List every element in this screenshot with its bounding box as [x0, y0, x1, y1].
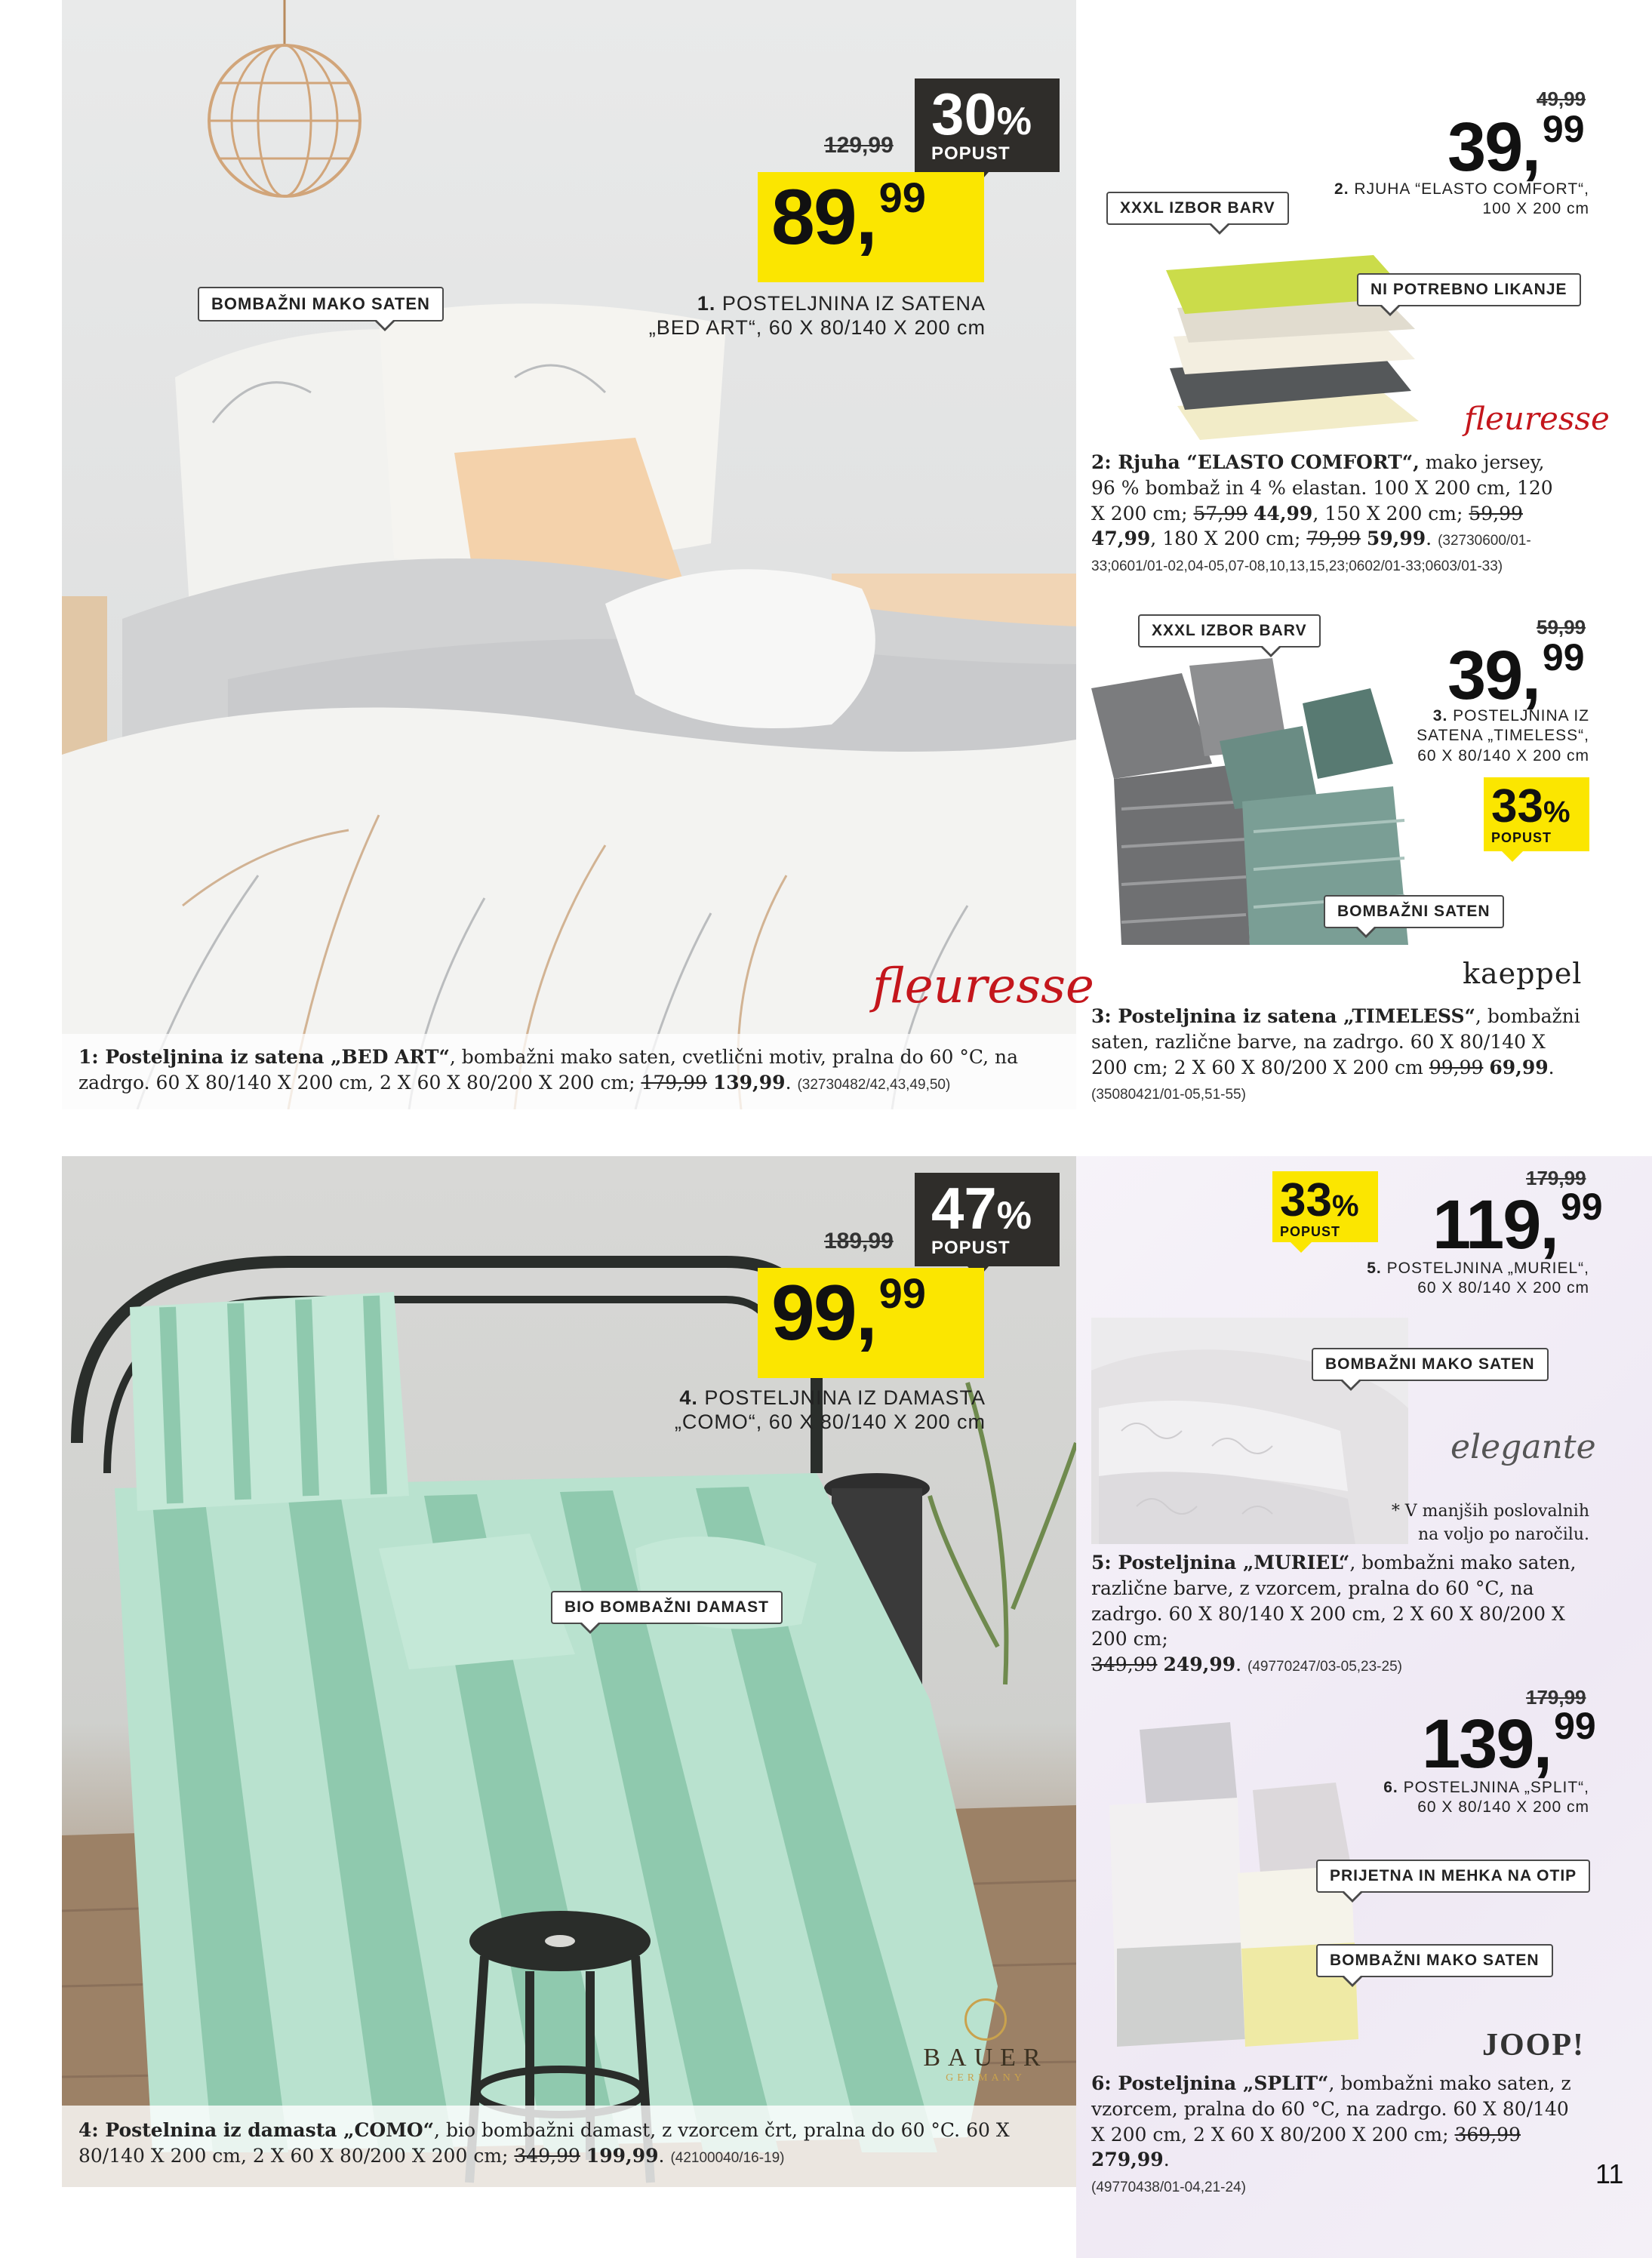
- timeless-price: 39,99: [1447, 636, 1585, 714]
- como-tag: [551, 1591, 783, 1624]
- muriel-price-dec: 99: [1560, 1186, 1603, 1228]
- bedart-desc-code: (32730482/42,43,49,50): [797, 1076, 951, 1093]
- muriel-title-line1: POSTELJNINA „MURIEL“,: [1386, 1260, 1589, 1277]
- muriel-tag: [1312, 1348, 1549, 1381]
- timeless-desc-code: (35080421/01-05,51-55): [1091, 1087, 1246, 1103]
- elasto-title: [1238, 180, 1589, 220]
- elasto-num: 2.: [1334, 180, 1349, 198]
- como-num: 4.: [679, 1386, 698, 1409]
- split-tag-soft: [1316, 1860, 1590, 1893]
- como-brand-line2: GERMANY: [946, 2072, 1026, 2084]
- como-title-line1: POSTELJNINA IZ DAMASTA: [704, 1386, 986, 1409]
- como-brand-logo: [910, 1998, 1061, 2084]
- bedart-desc-text: , bombažni mako saten, cvetlični motiv, pralna do 60 °C, na zadrgo. 60 X 80/140 X 200 cm, 2 X 60 X 80/200 X 200 cm;: [78, 1046, 1018, 1094]
- split-price-dec: 99: [1554, 1705, 1596, 1747]
- split-desc-new: 279,99: [1091, 2149, 1164, 2171]
- elasto-desc-old-b: 59,99: [1469, 502, 1523, 525]
- muriel-desc-text: , bombažni mako saten, različne barve, z vzorcem, pralna do 60 °C, na zadrgo. 60 X 80/140 X 200 cm, 2 X 60 X 80/200 X 200 cm;: [1091, 1552, 1577, 1650]
- split-desc-name: 6: Posteljnina „SPLIT“: [1091, 2072, 1329, 2094]
- elasto-desc-code: (32730600/01-33;0601/01-02,04-05,07-08,10,13,15,23;0602/01-33;0603/01-33): [1091, 533, 1531, 574]
- muriel-brand-logo: elegante: [1450, 1428, 1596, 1466]
- elasto-desc-b: , 150 X 200 cm;: [1312, 502, 1469, 525]
- bedart-desc-new: 139,99: [712, 1071, 786, 1094]
- como-discount-badge: 47% POPUST: [915, 1173, 1060, 1266]
- bedart-old-price: 129,99: [824, 133, 894, 158]
- como-price: 99,99: [758, 1268, 984, 1378]
- elasto-desc-new-a: 44,99: [1254, 502, 1313, 525]
- como-desc-code: (42100040/16-19): [670, 2149, 785, 2166]
- timeless-desc-old: 99,99: [1429, 1056, 1484, 1078]
- elasto-desc-old-c: 79,99: [1306, 528, 1361, 550]
- como-tag-label: BIO BOMBAŽNI DAMAST: [565, 1598, 769, 1616]
- split-price: 139,99: [1422, 1705, 1596, 1783]
- elasto-desc-name: 2: Rjuha “ELASTO COMFORT“,: [1091, 451, 1420, 473]
- split-tag-satin: [1316, 1944, 1553, 1977]
- elasto-desc-c: , 180 X 200 cm;: [1150, 528, 1307, 550]
- elasto-title-line2: 100 X 200 cm: [1482, 200, 1589, 218]
- timeless-title-line3: 60 X 80/140 X 200 cm: [1417, 746, 1589, 764]
- como-desc-text: , bio bombažni damast, z vzorcem črt, pralna do 60 °C. 60 X 80/140 X 200 cm, 2 X 60 X 80/200 X 200 cm;: [78, 2119, 1010, 2167]
- muriel-note-line2: na voljo po naročilu.: [1418, 1524, 1589, 1544]
- bedart-title-line2: „BED ART“, 60 X 80/140 X 200 cm: [648, 316, 986, 340]
- como-discount-value: 47: [931, 1175, 997, 1241]
- timeless-tag-colors: [1138, 614, 1321, 648]
- timeless-discount-label: POPUST: [1491, 830, 1552, 845]
- split-tag-satin-label: BOMBAŽNI MAKO SATEN: [1330, 1952, 1540, 1969]
- bedart-discount-badge: 30% POPUST: [915, 78, 1060, 172]
- timeless-discount-value: 33: [1491, 780, 1543, 832]
- timeless-tag-colors-label: XXXL IZBOR BARV: [1152, 622, 1307, 639]
- split-description: 6: Posteljnina „SPLIT“, bombažni mako saten, z vzorcem, pralna do 60 °C, na zadrgo. 60 X 80/140 X 200 cm, 2 X 60 X 80/200 X 200 cm; 369,99 279,99. (49770438/01-04,21-24): [1091, 2072, 1571, 2195]
- muriel-description: 5: Posteljnina „MURIEL“, bombažni mako saten, različne barve, z vzorcem, pralna do 60 °C, na zadrgo. 60 X 80/140 X 200 cm, 2 X 60 X 80/200 X 200 cm; 349,99 249,99. (49770247/03-05,23-25): [1091, 1552, 1577, 1675]
- muriel-title-line2: 60 X 80/140 X 200 cm: [1417, 1279, 1589, 1297]
- como-desc-name: 4: Postelnina iz damasta „COMO“: [78, 2119, 435, 2141]
- muriel-discount-badge: 33% POPUST: [1272, 1171, 1378, 1242]
- muriel-desc-new: 249,99: [1163, 1654, 1236, 1675]
- timeless-title-line2: SATENA „TIMELESS“,: [1417, 727, 1589, 745]
- bedart-description: 1: Posteljnina iz satena „BED ART“, bombažni mako saten, cvetlični motiv, pralna do 60 °C, na zadrgo. 60 X 80/140 X 200 cm, 2 X 60 X 80/200 X 200 cm; 179,99 139,99. (32730482/42,43,49,50): [78, 1046, 1018, 1094]
- bedart-tag: [198, 287, 444, 321]
- timeless-old-price: 59,99: [1537, 616, 1586, 638]
- elasto-tag-colors: [1106, 192, 1289, 225]
- timeless-title-line1: POSTELJNINA IZ: [1453, 707, 1589, 724]
- bedart-price: 89,99: [758, 172, 984, 282]
- como-old-price: 189,99: [824, 1229, 894, 1254]
- elasto-desc-new-c: 59,99: [1366, 528, 1426, 550]
- page-number: 11: [1595, 2158, 1624, 2189]
- muriel-desc-name: 5: Posteljnina „MURIEL“: [1091, 1552, 1350, 1574]
- timeless-desc-name: 3: Posteljnina iz satena „TIMELESS“: [1091, 1005, 1475, 1027]
- muriel-price: 119,99: [1432, 1186, 1603, 1263]
- timeless-desc-text: , bombažni saten, različne barve, na zadrgo. 60 X 80/140 X 200 cm; 2 X 60 X 80/200 X 200 cm: [1091, 1005, 1580, 1078]
- bedart-desc-name: 1: Posteljnina iz satena „BED ART“: [78, 1046, 450, 1068]
- elasto-price: 39,99: [1447, 108, 1585, 186]
- bedart-title: [589, 291, 986, 340]
- muriel-desc-code: (49770247/03-05,23-25): [1247, 1659, 1402, 1675]
- timeless-brand-logo: kaeppel: [1463, 957, 1583, 990]
- muriel-note: [1343, 1500, 1589, 1547]
- elasto-description: 2: Rjuha “ELASTO COMFORT“, mako jersey, 96 % bombaž in 4 % elastan. 100 X 200 cm, 120 X 200 cm; 57,99 44,99, 150 X 200 cm; 59,99 47,99, 180 X 200 cm; 79,99 59,99. (32730600/01-33;0601/01-02,04-05,07-08,10,13,15,23;0602/01-33;0603/01-33): [1091, 451, 1553, 574]
- timeless-description: 3: Posteljnina iz satena „TIMELESS“, bombažni saten, različne barve, na zadrgo. 60 X 80/140 X 200 cm; 2 X 60 X 80/200 X 200 cm 99,99 69,99. (35080421/01-05,51-55): [1091, 1005, 1580, 1103]
- split-old-price: 179,99: [1526, 1686, 1586, 1709]
- elasto-tag-noiron: [1357, 273, 1581, 306]
- timeless-num: 3.: [1432, 707, 1448, 724]
- muriel-old-price: 179,99: [1526, 1167, 1586, 1189]
- elasto-title-line1: RJUHA “ELASTO COMFORT“,: [1354, 180, 1589, 198]
- elasto-old-price: 49,99: [1537, 88, 1586, 110]
- bedart-desc-old: 179,99: [641, 1071, 707, 1094]
- timeless-desc-new: 69,99: [1489, 1056, 1549, 1078]
- bedart-price-int: 89: [771, 174, 856, 261]
- bedart-num: 1.: [697, 292, 716, 315]
- como-brand-line1: BAUER: [923, 2044, 1048, 2072]
- muriel-desc-old: 349,99: [1091, 1654, 1158, 1675]
- timeless-tag-satin-label: BOMBAŽNI SATEN: [1337, 903, 1490, 920]
- como-desc-new: 199,99: [586, 2144, 659, 2167]
- split-price-int: 139: [1422, 1706, 1534, 1783]
- elasto-brand-logo: fleuresse: [1464, 400, 1610, 437]
- split-desc-code: (49770438/01-04,21-24): [1091, 2180, 1246, 2195]
- split-brand-logo: JOOP!: [1482, 2028, 1585, 2063]
- muriel-note-line1: * V manjših poslovalnih: [1391, 1502, 1589, 1521]
- como-title-line2: „COMO“, 60 X 80/140 X 200 cm: [674, 1410, 986, 1434]
- split-desc-old: 369,99: [1454, 2123, 1521, 2146]
- bedart-price-dec: 99: [878, 174, 926, 221]
- split-tag-soft-label: PRIJETNA IN MEHKA NA OTIP: [1330, 1867, 1577, 1884]
- como-desc-old: 349,99: [514, 2144, 580, 2167]
- timeless-tag-satin: [1324, 895, 1504, 928]
- elasto-tag-colors-label: XXXL IZBOR BARV: [1120, 199, 1275, 217]
- muriel-tag-label: BOMBAŽNI MAKO SATEN: [1325, 1355, 1535, 1373]
- elasto-desc-old-a: 57,99: [1193, 502, 1248, 525]
- bauer-emblem: [964, 1998, 1007, 2041]
- bedart-discount-label: POPUST: [931, 143, 1011, 164]
- timeless-price-int: 39: [1447, 637, 1522, 714]
- bedart-tag-label: BOMBAŽNI MAKO SATEN: [211, 294, 430, 313]
- como-description: 4: Postelnina iz damasta „COMO“, bio bombažni damast, z vzorcem črt, pralna do 60 °C. 60 X 80/140 X 200 cm, 2 X 60 X 80/200 X 200 cm; 349,99 199,99. (42100040/16-19): [78, 2119, 1010, 2167]
- timeless-discount-badge: 33% POPUST: [1484, 777, 1589, 851]
- elasto-desc-new-b: 47,99: [1091, 528, 1151, 550]
- muriel-title: [1283, 1259, 1589, 1299]
- como-discount-label: POPUST: [931, 1238, 1011, 1258]
- muriel-num: 5.: [1367, 1260, 1382, 1277]
- elasto-tag-noiron-label: NI POTREBNO LIKANJE: [1371, 281, 1567, 298]
- elasto-price-int: 39: [1447, 109, 1522, 186]
- como-price-dec: 99: [878, 1269, 926, 1317]
- timeless-price-dec: 99: [1542, 636, 1585, 678]
- muriel-discount-value: 33: [1280, 1174, 1332, 1226]
- bedart-discount-value: 30: [931, 81, 997, 147]
- bedart-title-line1: POSTELJNINA IZ SATENA: [721, 292, 986, 315]
- como-title: [589, 1386, 986, 1435]
- elasto-desc-a: mako jersey, 96 % bombaž in 4 % elastan. 100 X 200 cm, 120 X 200 cm;: [1091, 451, 1553, 525]
- elasto-price-dec: 99: [1542, 108, 1585, 150]
- split-num: 6.: [1383, 1779, 1398, 1796]
- como-price-int: 99: [771, 1269, 856, 1357]
- split-desc-text: , bombažni mako saten, z vzorcem, pralna do 60 °C, na zadrgo. 60 X 80/140 X 200 cm, 2 X 60 X 80/200 X 200 cm;: [1091, 2072, 1571, 2146]
- muriel-discount-label: POPUST: [1280, 1224, 1341, 1239]
- muriel-price-int: 119: [1432, 1186, 1540, 1263]
- split-title-line2: 60 X 80/140 X 200 cm: [1417, 1798, 1589, 1817]
- split-title-line1: POSTELJNINA „SPLIT“,: [1403, 1779, 1589, 1796]
- bedart-brand-logo: fleuresse: [872, 958, 1094, 1014]
